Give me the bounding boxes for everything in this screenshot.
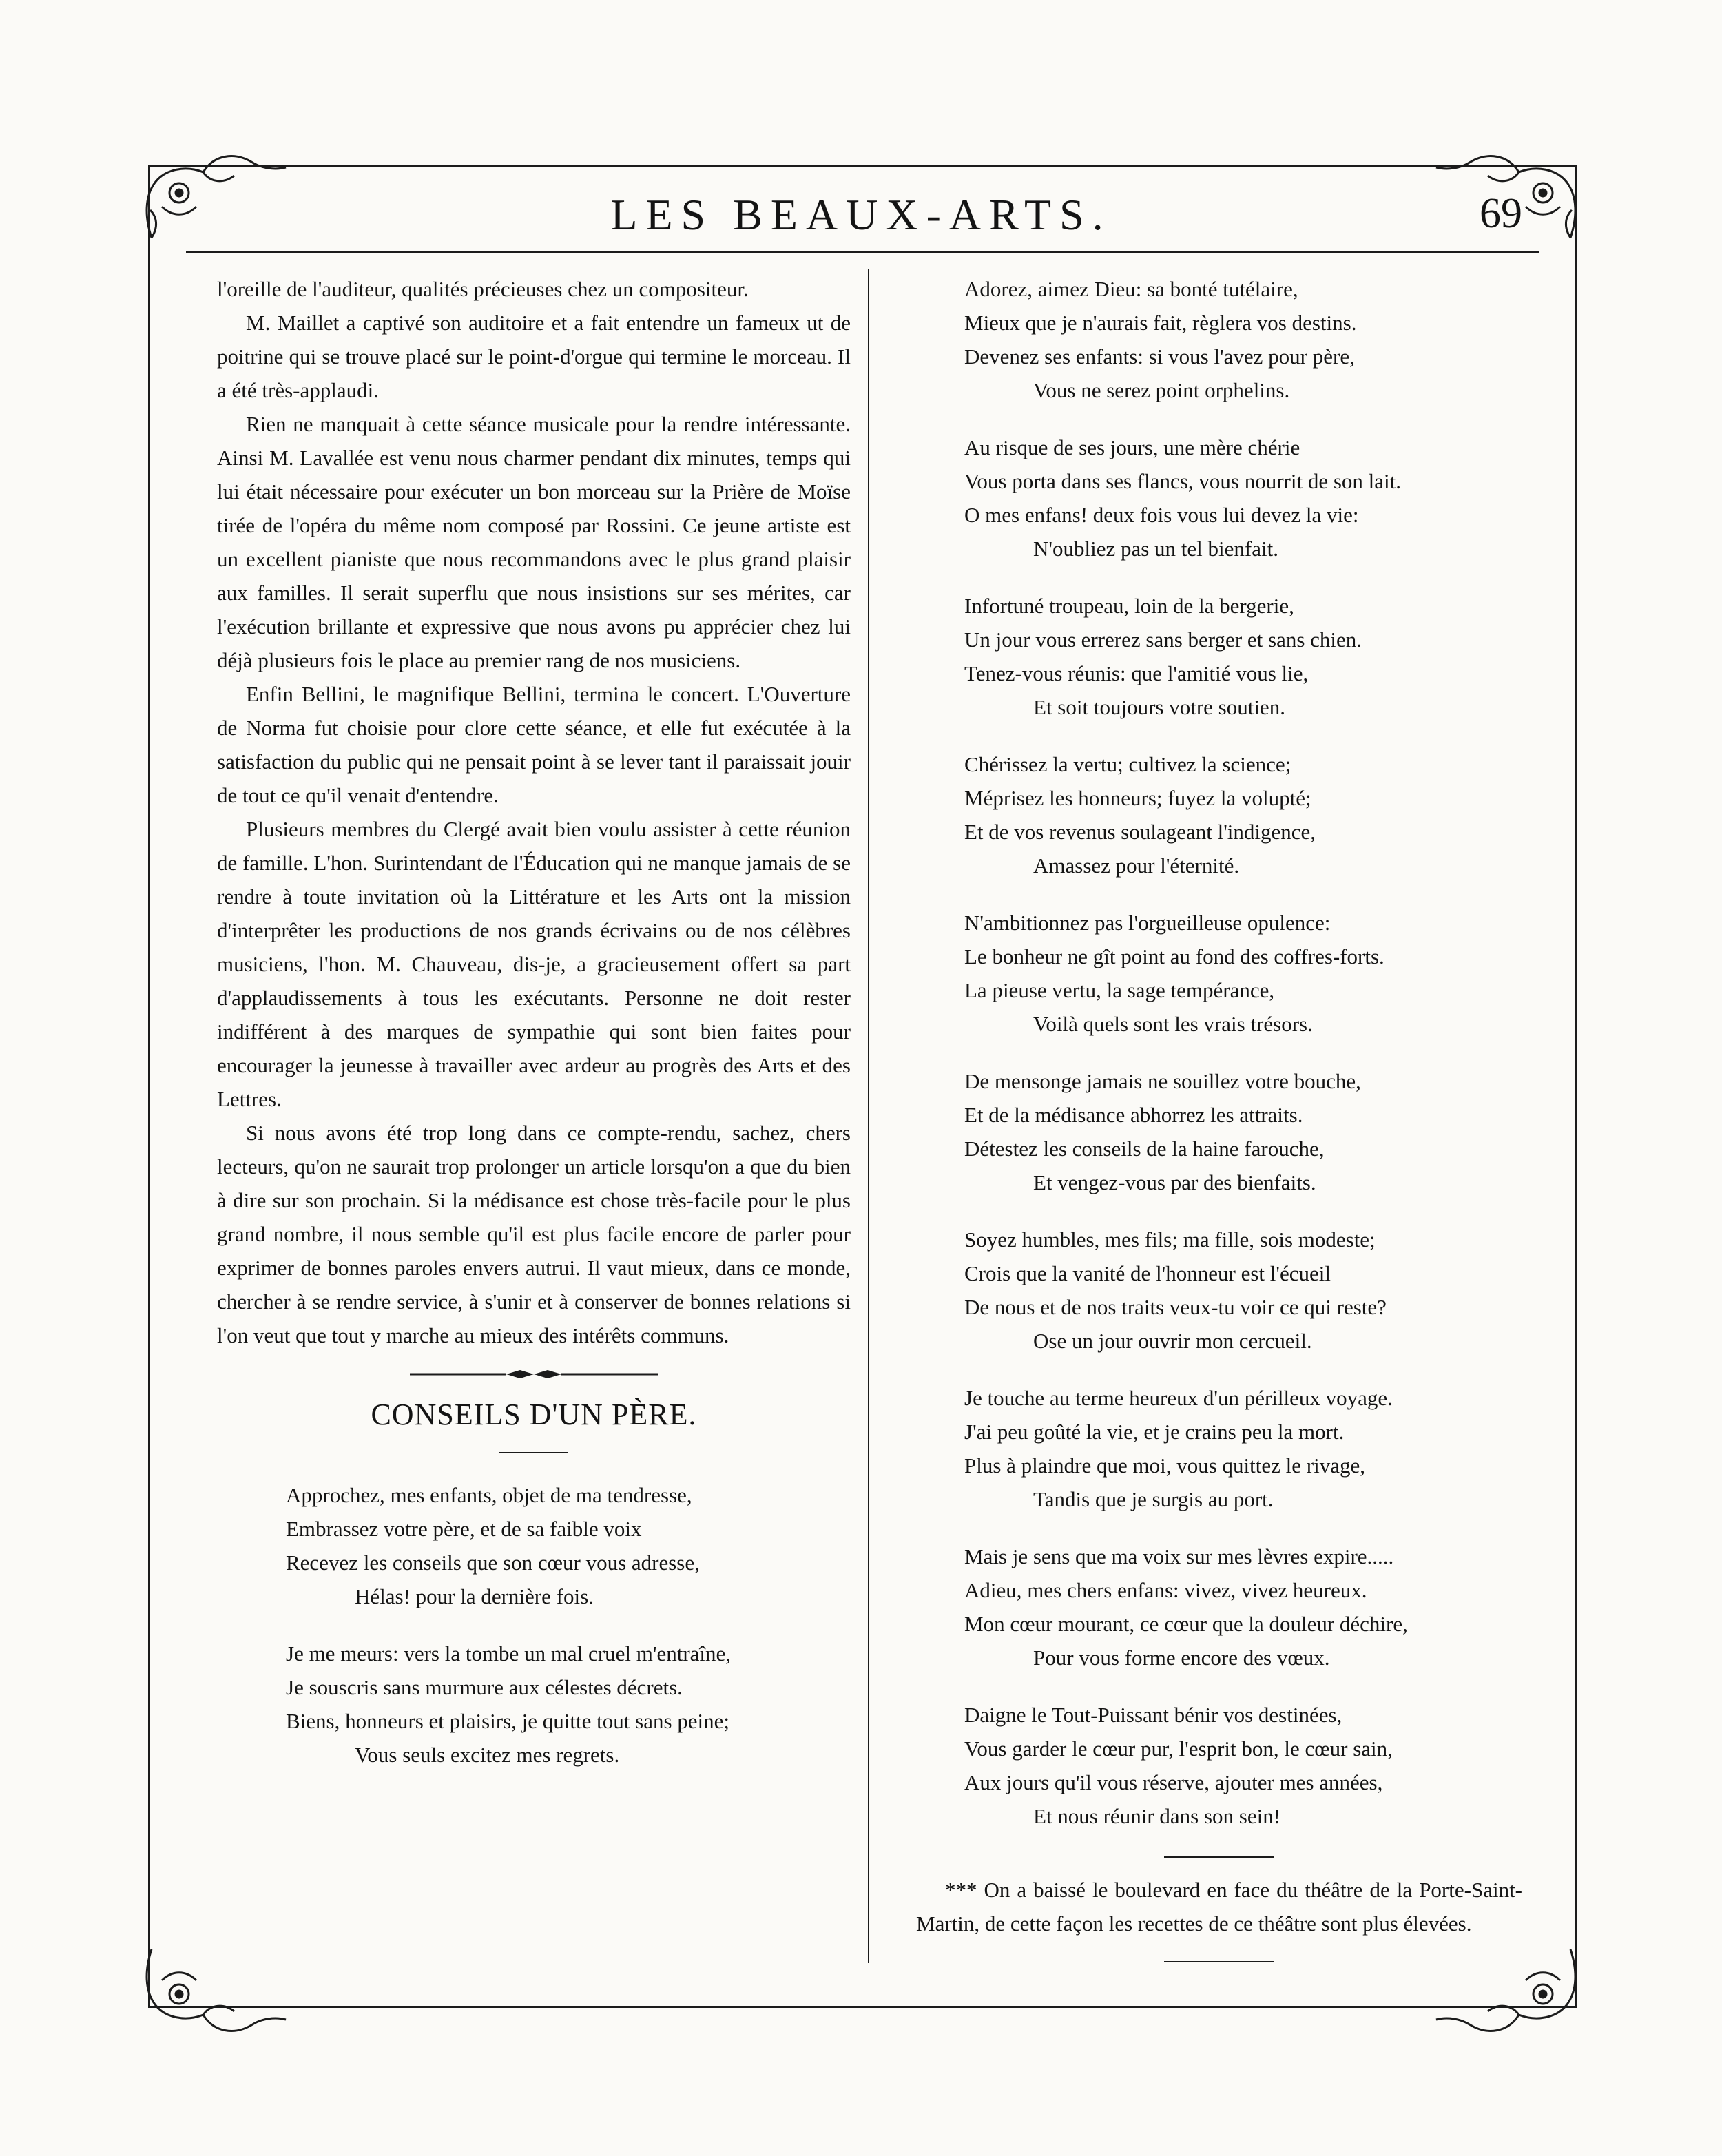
poem-verse: Détestez les conseils de la haine farouche, bbox=[964, 1137, 1325, 1161]
poem-stanza bbox=[916, 589, 1522, 724]
poem-verse: Le bonheur ne gît point au fond des coffres-forts. bbox=[964, 944, 1384, 968]
section-flourish bbox=[410, 1367, 658, 1381]
poem-verse: Et nous réunir dans son sein! bbox=[1033, 1804, 1281, 1828]
article-paragraph: Plusieurs membres du Clergé avait bien voulu assister à cette réunion de famille. L'hon. Surintendant de l'Éducation qui ne manque jamais de se rendre à toute invitation où la Littérature et les Arts ont la mission d'interprêter les productions de nos grands écrivains ou de nos célèbres musiciens, l'hon. M. Chauveau, dis-je, a gracieusement offert sa part d'applaudissements à tous les exécutants. Personne ne doit rester indifférent à des marques de sympathie qui sont bien faites pour encourager la jeunesse à travailler avec ardeur au progrès des Arts et des Lettres. bbox=[217, 817, 851, 1111]
poem-verse: De nous et de nos traits veux-tu voir ce qui reste? bbox=[964, 1295, 1387, 1319]
news-note-text: On a baissé le boulevard en face du théâtre de la Porte-Saint-Martin, de cette façon les recettes de ce théâtre sont plus élevées. bbox=[916, 1878, 1523, 1936]
poem-verse: N'oubliez pas un tel bienfait. bbox=[1033, 537, 1278, 561]
page-number: 69 bbox=[1480, 190, 1522, 237]
poem-verse: La pieuse vertu, la sage tempérance, bbox=[964, 978, 1275, 1002]
poem-stanza bbox=[916, 431, 1522, 566]
poem-verse: O mes enfans! deux fois vous lui devez la vie: bbox=[964, 503, 1359, 527]
poem-verse: Et vengez-vous par des bienfaits. bbox=[1033, 1170, 1316, 1194]
poem-verse: Vous seuls excitez mes regrets. bbox=[355, 1743, 620, 1767]
poem-stanza bbox=[916, 906, 1522, 1041]
poem-stanza bbox=[916, 1381, 1522, 1516]
poem-verse: Recevez les conseils que son cœur vous adresse, bbox=[286, 1551, 700, 1575]
end-rule bbox=[1164, 1961, 1274, 1962]
poem-stanza bbox=[916, 747, 1522, 882]
poem-verse: Infortuné troupeau, loin de la bergerie, bbox=[964, 594, 1294, 618]
poem-verse: Embrassez votre père, et de sa faible voix bbox=[286, 1517, 642, 1541]
poem-verse: Je souscris sans murmure aux célestes décrets. bbox=[286, 1675, 683, 1699]
poem-verse: Et de vos revenus soulageant l'indigence, bbox=[964, 820, 1316, 844]
column-divider bbox=[868, 269, 869, 1963]
poem-stanza bbox=[916, 1540, 1522, 1675]
poem-verse: Approchez, mes enfants, objet de ma tendresse, bbox=[286, 1483, 692, 1507]
poem-verse: Tandis que je surgis au port. bbox=[1033, 1487, 1274, 1511]
poem-verse: Mieux que je n'aurais fait, règlera vos destins. bbox=[964, 311, 1357, 335]
right-column bbox=[916, 272, 1522, 1962]
poem-verse: Vous ne serez point orphelins. bbox=[1033, 378, 1290, 402]
poem-verse: Et de la médisance abhorrez les attraits. bbox=[964, 1103, 1303, 1127]
article-paragraph: l'oreille de l'auditeur, qualités précieuses chez un compositeur. bbox=[217, 277, 749, 301]
poem-verse: Ose un jour ouvrir mon cercueil. bbox=[1033, 1329, 1312, 1353]
title-rule bbox=[499, 1452, 568, 1453]
poem-verse: Mon cœur mourant, ce cœur que la douleur déchire, bbox=[964, 1612, 1408, 1636]
corner-ornament-bottom-left bbox=[138, 1942, 289, 2046]
news-note bbox=[916, 1873, 1522, 1940]
poem-verse: Crois que la vanité de l'honneur est l'écueil bbox=[964, 1261, 1331, 1285]
poem-stanza bbox=[916, 1698, 1522, 1833]
poem-verse: Vous porta dans ses flancs, vous nourrit de son lait. bbox=[964, 469, 1401, 493]
poem-verse: Un jour vous errerez sans berger et sans chien. bbox=[964, 628, 1362, 652]
poem-stanza bbox=[916, 1064, 1522, 1199]
article-paragraph: M. Maillet a captivé son auditoire et a fait entendre un fameux ut de poitrine qui se trouve placé sur le point-d'orgue qui termine le morceau. Il a été très-applaudi. bbox=[217, 311, 851, 402]
poem-verse: Voilà quels sont les vrais trésors. bbox=[1033, 1012, 1313, 1036]
poem-verse: Je me meurs: vers la tombe un mal cruel m'entraîne, bbox=[286, 1641, 732, 1666]
poem-verse: Soyez humbles, mes fils; ma fille, sois modeste; bbox=[964, 1227, 1376, 1252]
header-rule bbox=[186, 251, 1539, 253]
poem-verse: Je touche au terme heureux d'un périlleux voyage. bbox=[964, 1386, 1393, 1410]
left-column bbox=[217, 272, 851, 1795]
poem-verse: Vous garder le cœur pur, l'esprit bon, le cœur sain, bbox=[964, 1737, 1393, 1761]
poem-stanza bbox=[217, 1478, 851, 1613]
poem-verse: Et soit toujours votre soutien. bbox=[1033, 695, 1285, 719]
article-paragraph: Rien ne manquait à cette séance musicale pour la rendre intéressante. Ainsi M. Lavallée est venu nous charmer pendant dix minutes, temps qui lui était nécessaire pour exécuter un bon morceau sur la Prière de Moïse tirée de l'opéra du même nom composé par Rossini. Ce jeune artiste est un excellent pianiste que nous recommandons avec le plus grand plaisir aux familles. Il serait superflu que nous insistions sur ses mérites, car l'exécution brillante et expressive que nous avons pu apprécier chez lui déjà plusieurs fois le place au premier rang de nos musiciens. bbox=[217, 412, 851, 672]
poem-verse: Méprisez les honneurs; fuyez la volupté; bbox=[964, 786, 1311, 810]
poem-verse: Biens, honneurs et plaisirs, je quitte tout sans peine; bbox=[286, 1709, 730, 1733]
corner-ornament-top-left bbox=[138, 141, 289, 245]
poem-verse: Tenez-vous réunis: que l'amitié vous lie, bbox=[964, 661, 1309, 685]
poem-verse: De mensonge jamais ne souillez votre bouche, bbox=[964, 1069, 1361, 1093]
poem-verse: Aux jours qu'il vous réserve, ajouter mes années, bbox=[964, 1770, 1383, 1794]
poem-verse: Mais je sens que ma voix sur mes lèvres expire..... bbox=[964, 1544, 1394, 1568]
poem-verse: Daigne le Tout-Puissant bénir vos destinées, bbox=[964, 1703, 1342, 1727]
poem-verse: Plus à plaindre que moi, vous quittez le rivage, bbox=[964, 1453, 1365, 1478]
article-paragraph: Si nous avons été trop long dans ce compte-rendu, sachez, chers lecteurs, qu'on ne saurait trop prolonger un article lorsqu'on a que du bien à dire sur son prochain. Si la médisance est chose très-facile pour le plus grand nombre, il nous semble qu'il est plus facile encore de parler pour exprimer de bonnes paroles envers autrui. Il vaut mieux, dans ce monde, chercher à se rendre service, à s'unir et à conserver de bonnes relations si l'on veut que tout y marche au mieux des intérêts communs. bbox=[217, 1121, 851, 1347]
article-paragraph: Enfin Bellini, le magnifique Bellini, termina le concert. L'Ouverture de Norma fut choisie pour clore cette séance, et elle fut exécutée à la satisfaction du public qui ne pensait point à se lever tant il paraissait jouir de tout ce qu'il venait d'entendre. bbox=[217, 682, 851, 807]
poem-verse: Au risque de ses jours, une mère chérie bbox=[964, 435, 1300, 459]
journal-title: LES BEAUX-ARTS. bbox=[610, 190, 1112, 239]
poem-verse: Adieu, mes chers enfans: vivez, vivez heureux. bbox=[964, 1578, 1367, 1602]
poem-verse: Pour vous forme encore des vœux. bbox=[1033, 1646, 1330, 1670]
poem-stanza bbox=[916, 1223, 1522, 1358]
poem-title: CONSEILS D'UN PÈRE. bbox=[371, 1398, 697, 1431]
poem-verse: J'ai peu goûté la vie, et je crains peu la mort. bbox=[964, 1420, 1345, 1444]
poem-verse: Chérissez la vertu; cultivez la science; bbox=[964, 752, 1292, 776]
poem-verse: Adorez, aimez Dieu: sa bonté tutélaire, bbox=[964, 277, 1298, 301]
poem-verse: Hélas! pour la dernière fois. bbox=[355, 1584, 594, 1608]
asterism: *** bbox=[945, 1878, 984, 1902]
note-rule bbox=[1164, 1856, 1274, 1858]
poem-stanza bbox=[217, 1637, 851, 1772]
poem-verse: Devenez ses enfants: si vous l'avez pour père, bbox=[964, 344, 1355, 369]
poem-stanza bbox=[916, 272, 1522, 407]
poem-verse: Amassez pour l'éternité. bbox=[1033, 853, 1240, 878]
poem-verse: N'ambitionnez pas l'orgueilleuse opulence: bbox=[964, 911, 1331, 935]
